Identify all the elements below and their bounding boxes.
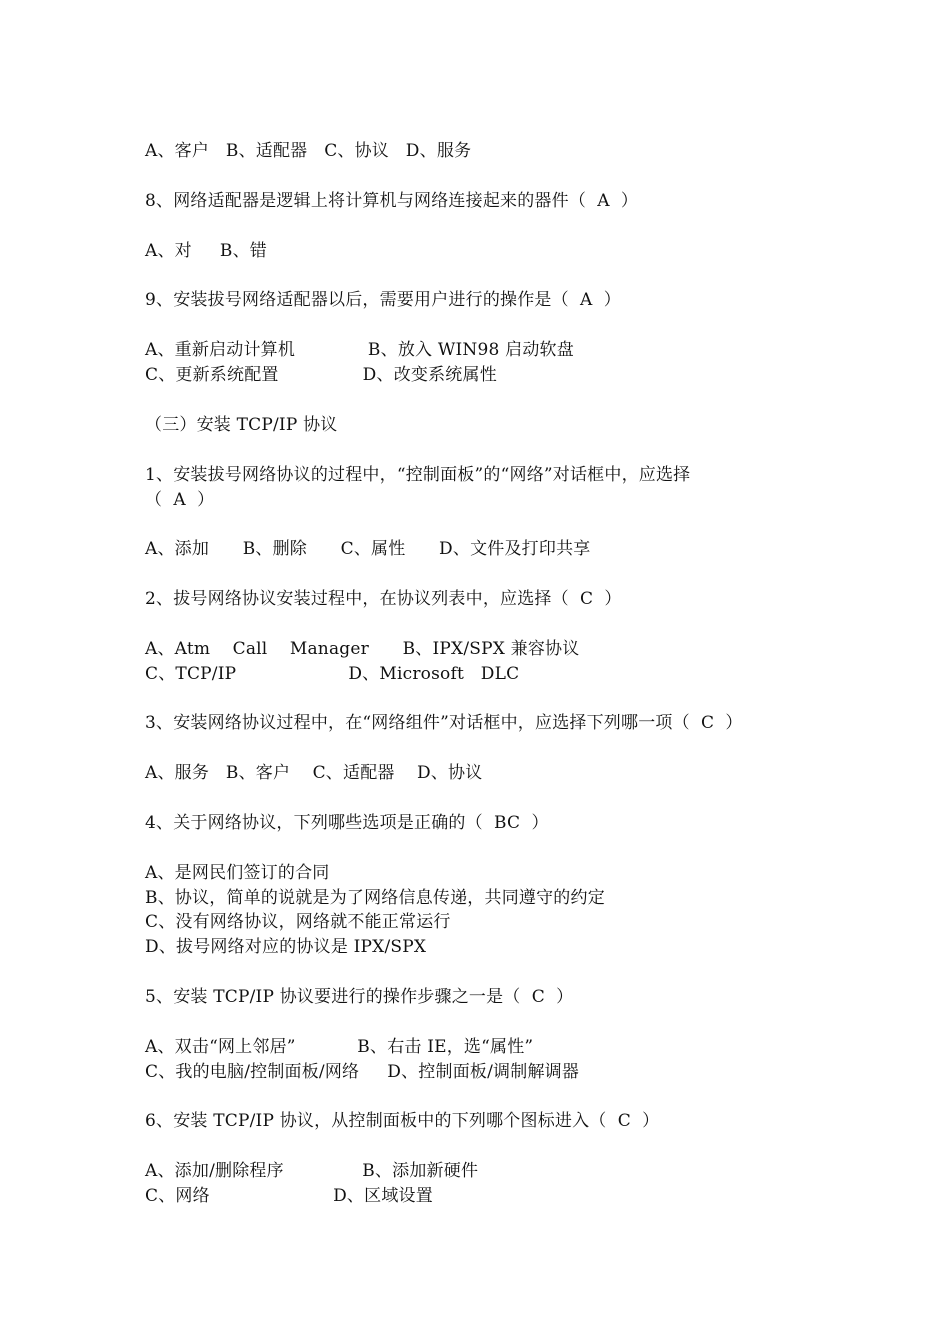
option-line: A、服务 B、客户 C、适配器 D、协议 <box>145 763 483 783</box>
question-line: 8、网络适配器是逻辑上将计算机与网络连接起来的器件（ A ） <box>145 191 639 211</box>
question-line: 1、安装拔号网络协议的过程中，“控制面板”的“网络”对话框中，应选择 <box>145 465 691 485</box>
question-line: 6、安装 TCP/IP 协议，从控制面板中的下列哪个图标进入（ C ） <box>145 1111 660 1131</box>
option-line: C、更新系统配置 D、改变系统属性 <box>145 365 497 385</box>
option-line: A、对 B、错 <box>145 241 267 261</box>
option-line: D、拔号网络对应的协议是 IPX/SPX <box>145 937 427 957</box>
option-line: B、协议，简单的说就是为了网络信息传递，共同遵守的约定 <box>145 888 605 908</box>
option-line: C、TCP/IP D、Microsoft DLC <box>145 664 520 684</box>
section-heading: （三）安装 TCP/IP 协议 <box>145 415 338 435</box>
option-line: A、添加/删除程序 B、添加新硬件 <box>145 1161 479 1181</box>
option-line: A、是网民们签订的合同 <box>145 863 330 883</box>
option-line: A、双击“网上邻居” B、右击 IE，选“属性” <box>145 1037 534 1057</box>
question-line: 4、关于网络协议，下列哪些选项是正确的（ BC ） <box>145 813 549 833</box>
option-line: C、网络 D、区域设置 <box>145 1186 433 1206</box>
option-line: C、没有网络协议，网络就不能正常运行 <box>145 912 451 932</box>
option-line: C、我的电脑/控制面板/网络 D、控制面板/调制解调器 <box>145 1062 580 1082</box>
option-line: A、Atm Call Manager B、IPX/SPX 兼容协议 <box>145 639 580 659</box>
question-line: 2、拔号网络协议安装过程中，在协议列表中，应选择（ C ） <box>145 589 622 609</box>
option-line: A、添加 B、删除 C、属性 D、文件及打印共享 <box>145 539 591 559</box>
question-answer-line: （ A ） <box>145 490 215 510</box>
question-line: 3、安装网络协议过程中，在“网络组件”对话框中，应选择下列哪一项（ C ） <box>145 713 743 733</box>
option-line: A、重新启动计算机 B、放入 WIN98 启动软盘 <box>145 340 574 360</box>
question-line: 9、安装拔号网络适配器以后，需要用户进行的操作是（ A ） <box>145 290 621 310</box>
question-line: 5、安装 TCP/IP 协议要进行的操作步骤之一是（ C ） <box>145 987 574 1007</box>
option-line: A、客户 B、适配器 C、协议 D、服务 <box>145 141 472 161</box>
